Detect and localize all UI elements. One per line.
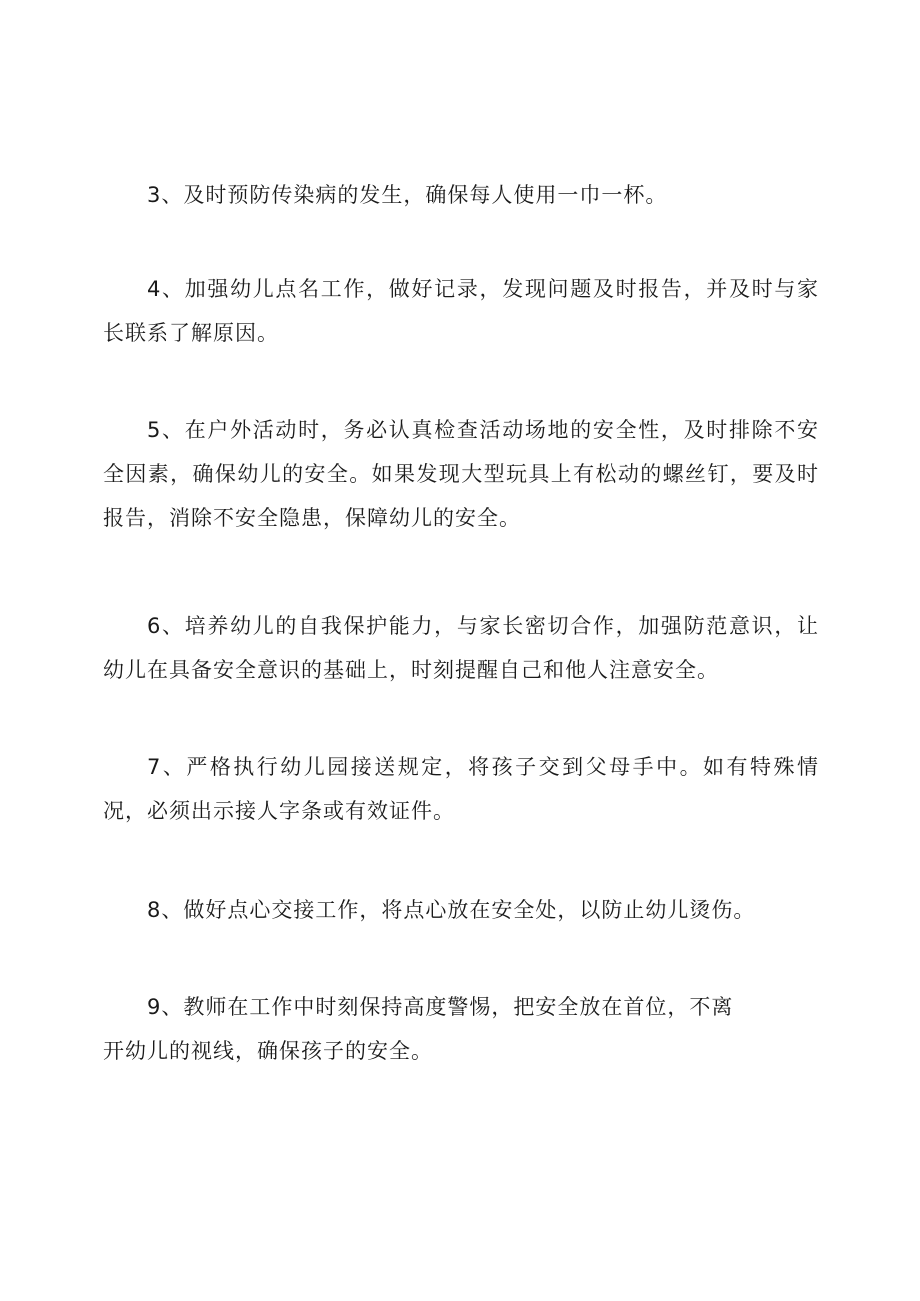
paragraph-item-9 [103,985,819,1073]
paragraph-item-6: 6、培养幼儿的自我保护能力，与家长密切合作，加强防范意识，让幼儿在具备安全意识的基础上，时刻提醒自己和他人注意安全。 [103,614,819,682]
paragraph-9-line-2: 开幼儿的视线，确保孩子的安全。 [103,1039,433,1063]
paragraph-item-3: 3、及时预防传染病的发生，确保每人使用一巾一杯。 [147,183,668,207]
paragraph-item-8: 8、做好点心交接工作，将点心放在安全处，以防止幼儿烫伤。 [147,898,756,922]
paragraph-item-7: 7、严格执行幼儿园接送规定，将孩子交到父母手中。如有特殊情况，必须出示接人字条或有效证件。 [103,755,819,823]
paragraph-9-line-1: 9、教师在工作中时刻保持高度警惕，把安全放在首位，不离 [147,995,734,1019]
paragraph-item-4: 4、加强幼儿点名工作，做好记录，发现问题及时报告，并及时与家长联系了解原因。 [103,277,819,345]
paragraph-item-5: 5、在户外活动时，务必认真检查活动场地的安全性，及时排除不安全因素，确保幼儿的安全。如果发现大型玩具上有松动的螺丝钉，要及时报告，消除不安全隐患，保障幼儿的安全。 [103,418,819,530]
